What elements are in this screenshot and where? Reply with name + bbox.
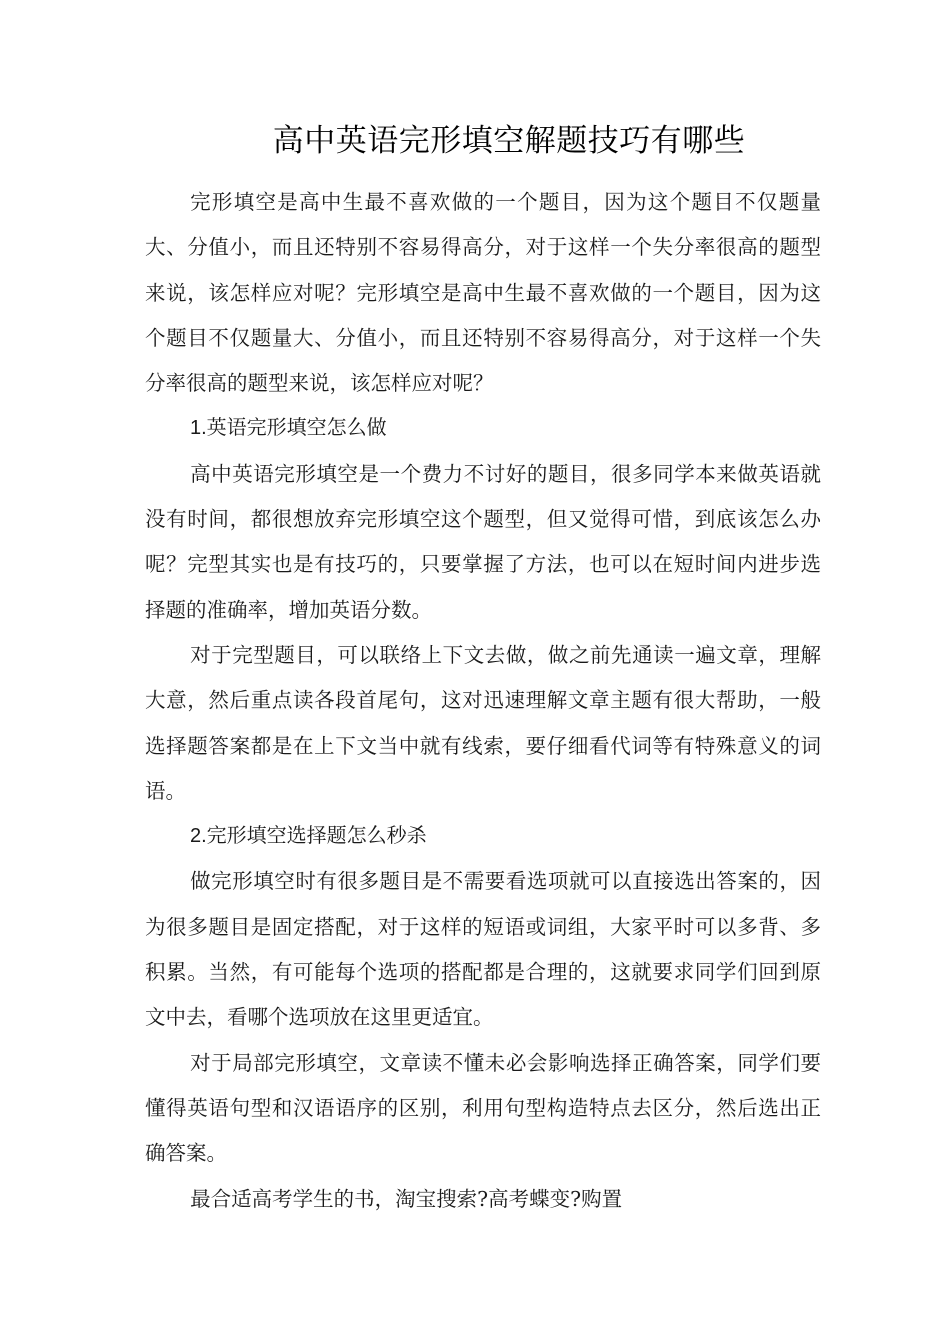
section-heading-2: 2.完形填空选择题怎么秒杀 bbox=[190, 825, 427, 848]
section2-paragraph-3: 最合适高考学生的书，淘宝搜索?高考蝶变?购置 bbox=[190, 1186, 623, 1211]
document-title: 高中英语完形填空解题技巧有哪些 bbox=[272, 123, 746, 159]
intro-paragraph: 完形填空是高中生最不喜欢做的一个题目，因为这个题目不仅题量大、分值小，而且还特别不容易得高分，对于这样一个失分率很高的题型来说，该怎样应对呢？完形填空是高中生最不喜欢做的一个题目，因为这个题目不仅题量大、分值小，而且还特别不容易得高分，对于这样一个失分率很高的题型来说，该怎样应对呢？ bbox=[145, 190, 821, 396]
document-body bbox=[145, 180, 821, 1222]
section2-paragraph-1: 做完形填空时有很多题目是不需要看选项就可以直接选出答案的，因为很多题目是固定搭配，对于这样的短语或词组，大家平时可以多背、多积累。当然，有可能每个选项的搭配都是合理的，这就要求同学们回到原文中去，看哪个选项放在这里更适宜。 bbox=[145, 869, 821, 1030]
section-heading-1: 1.英语完形填空怎么做 bbox=[190, 417, 387, 440]
section2-paragraph-2: 对于局部完形填空，文章读不懂未必会影响选择正确答案，同学们要懂得英语句型和汉语语序的区别，利用句型构造特点去区分，然后选出正确答案。 bbox=[145, 1050, 821, 1166]
section1-paragraph-1: 高中英语完形填空是一个费力不讨好的题目，很多同学本来做英语就没有时间，都很想放弃完形填空这个题型，但又觉得可惜，到底该怎么办呢？完型其实也是有技巧的，只要掌握了方法，也可以在短时间内进步选择题的准确率，增加英语分数。 bbox=[145, 461, 821, 622]
section1-paragraph-2: 对于完型题目，可以联络上下文去做，做之前先通读一遍文章，理解大意，然后重点读各段首尾句，这对迅速理解文章主题有很大帮助，一般选择题答案都是在上下文当中就有线索，要仔细看代词等有特殊意义的词语。 bbox=[145, 642, 821, 803]
